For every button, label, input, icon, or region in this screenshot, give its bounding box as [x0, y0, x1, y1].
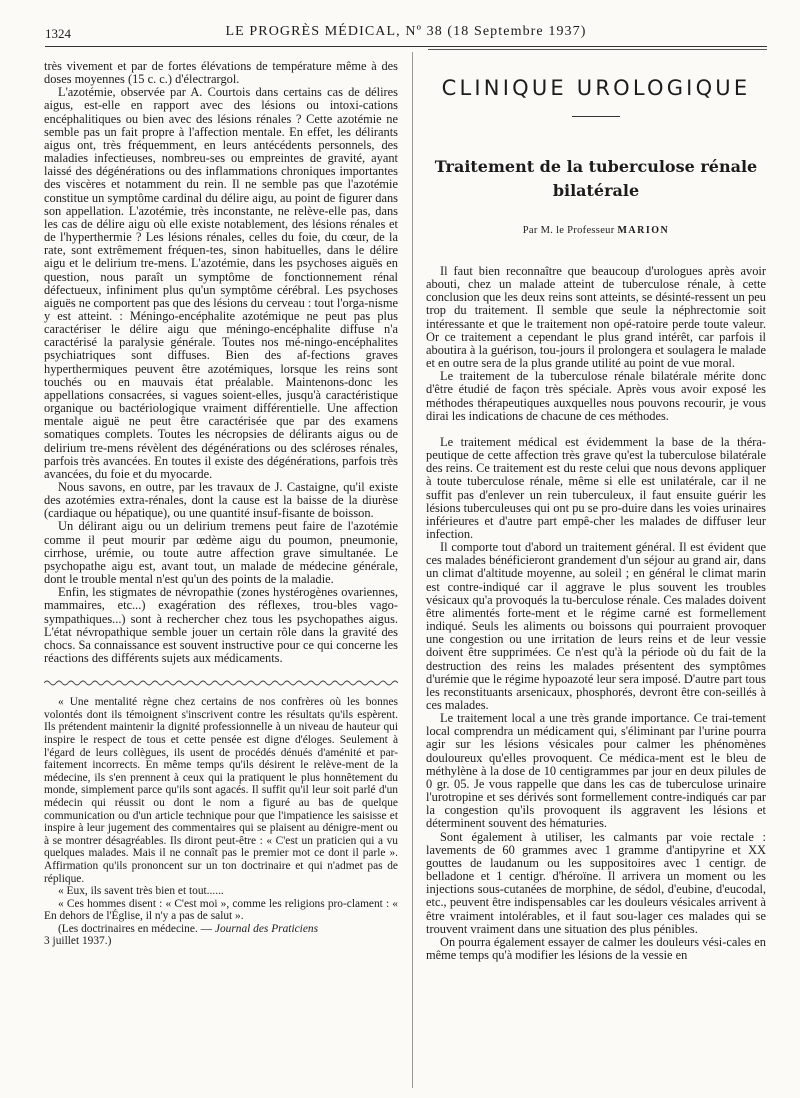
- quote-block: [44, 696, 398, 948]
- quote-paragraph: « Ces hommes disent : « C'est moi », comme les religions pro-clament : « En dehors de l'Église, il n'y a pas de salut ».: [44, 897, 398, 923]
- paragraph: Un délirant aigu ou un delirium tremens peut faire de l'azotémie comme il peut mourir par œdème aigu du poumon, pneumonie, cirrhose, urémie, ou toute autre affection grave simultanée. Le psychopathe aigu est, avant tout, un malade de médecine générale, dont le trouble mental n'est qu'un des points de la maladie.: [44, 519, 398, 587]
- quote-paragraph: « Eux, ils savent très bien et tout......: [58, 885, 224, 898]
- article-title: [434, 155, 758, 203]
- quote-source: [44, 923, 398, 936]
- author-name: MARION: [617, 225, 670, 236]
- quote-signature: Journal des Praticiens: [214, 922, 319, 935]
- header-rule: [45, 46, 767, 47]
- article-title-line: bilatérale: [552, 181, 640, 200]
- page-number: 1324: [45, 26, 71, 41]
- paragraph: Le traitement médical est évidemment la base de la théra-peutique de cette affection très grave qu'est la tuberculose bilatérale des reins. Ce traitement est du reste celui que nous devons appliquer à toute tuberculose rénale, même si elle est unilatérale, car il ne suffit pas d'enlever un rein tuberculeux, il faut ensuite guérir les lésions tuberculeuses qui ont pu se pro-duire dans les voies urinaires inférieures et d'autre part empê-cher les malades de diffuser leur infection.: [426, 434, 766, 541]
- article-title-line: Traitement de la tuberculose rénale: [434, 157, 758, 176]
- paragraph: Enfin, les stigmates de névropathie (zones hystérogènes ovariennes, mammaires, etc...) exagération des réflexes, trou-bles vago-sympathiques...) sont à rechercher chez tous les psychopathes aigus. L'état névropathique semble jouer un certain rôle dans la gravité des chocs. Sa connaissance est souvent instructive pour ce qui concerne les réactions des différents sujets aux médicaments.: [44, 585, 398, 666]
- section-title: CLINIQUE UROLOGIQUE: [441, 76, 751, 100]
- page-header: [45, 24, 767, 44]
- paragraph: Il comporte tout d'abord un traitement général. Il est évident que ces malades bénéficieront grandement d'un séjour au grand air, dans un climat d'altitude moyenne, au soleil ; en général le climat marin est contre-indiqué car il aggrave le plus souvent les troubles vésicaux qu'a provoqués la tu-berculose rénale. Ces malades doivent être alimentés forte-ment et le régime carné est formellement indiqué. Seuls les aliments ou boissons qui pourraient provoquer une congestion ou une irritation de leurs reins et de leur vessie doivent être supprimées. Ce n'est qu'à la période où du fait de la destruction des reins les malades présentent des symptômes d'urémie que le régime hypoazoté leur sera imposé. D'autre part tous les reconstituants arsenicaux, phosphorés, devront être con-seillés à ces malades.: [426, 540, 766, 712]
- paragraph: Sont également à utiliser, les calmants par voie rectale : lavements de 60 grammes avec 1 gramme d'antipyrine et XX gouttes de laudanum ou les suppositoires avec 1 centigr. de belladone et 1 centigr. d'héroïne. Il arrivera un moment ou les injections sous-cutanées de morphine, de sédol, d'eubine, d'eucodal, etc., peuvent être indispensables car les douleurs vésicales arrivent à être vraiment intolérables, et il faut sou-lager ces malades qui se trouvent vraiment dans une situation des plus pénibles.: [426, 829, 766, 936]
- header-rule-right: [428, 49, 767, 50]
- paragraph: L'azotémie, observée par A. Courtois dans certains cas de délires aigus, est-elle en rapport avec des lésions ou intoxi-cations encéphalitiques ou bien avec des lésions rénales ? Cette azotémie ne semble pas un fait propre à l'affection mentale. En effet, les délirants aigus ont, très fréquemment, en leurs antécédents personnels, des maladies infectieuses, nombreu-ses ou empreintes de gravité, ayant laissé des dégénérations ou des inflammations chroniques importantes des viscères et notamment du rein. Il ne semble pas que l'azotémie constitue un symptôme cardinal du délire aigu, au point de figurer dans son appellation. L'azotémie, très inconstante, ne relève-elle pas, dans les cas de délire aigu où elle existe notablement, des lésions rénales et de l'hyperthermie ? Les lésions rénales, celles du foie, du cœur, de la rate, sont extrêmement fréquen-tes, sinon habituelles, dans le délire aigu et le delirium tre-mens. L'azotémie, dans les psychoses aiguës en question, nous paraît un symptôme de fonctionnement rénal défectueux, infiniment plus qu'un symptôme cérébral. Les psychoses aiguës ne comportent pas que des lésions du cerveau : tout l'orga-nisme y est atteint. : Méningo-encéphalite azotémique ne peut pas plus caractériser le délire aigu que méningo-encéphalite diffuse n'a caractérisé la paralysie générale. Toutes nos mé-ningo-encéphalites psychiatriques sont diffuses. Bien des af-fections graves hyperthermiques peuvent être azotémiques, lorsque les reins sont touchés ou en mauvais état préalable. Maintenons-donc les appellations consacrées, si vagues soient-elles, jusqu'à caractéristique organique ou bactériologique vraiment différentielle. Une affection mentale aiguë ne peut être caractérisée que par des examens somatiques complets. Toutes les nécropsies de délirants aigus ou de delirium tre-mens révèlent des dégénérations ou des scléroses rénales, parfois très avancées. En toutes il existe des dégénérations, parfois très avancées, du foie et du myocarde.: [44, 85, 399, 481]
- wavy-separator: [44, 679, 398, 687]
- paragraph: Nous savons, en outre, par les travaux de J. Castaigne, qu'il existe des azotémies extra-rénales, dont la cause est la baisse de la diurèse (cardiaque ou hépatique), ou une quantité insuf-fisante de boisson.: [44, 480, 398, 521]
- author-prefix: Par M. le Professeur: [522, 225, 615, 236]
- quote-paragraph: « Une mentalité règne chez certains de nos confrères où les bonnes volontés dont ils témoignent s'inscrivent contre les résultats qu'ils espèrent. Ils prétendent maintenir la dignité professionnelle à un niveau de hauteur qui inspire le respect de tous et cette pensée est digne d'éloges. Seulement à l'égard de leurs collègues, ils usent de procédés dénués d'aménité et par-faitement incorrects. En même temps qu'ils désirent le relève-ment de la médecine, ils s'en prennent à ceux qui la pratiquent le plus honnêtement du monde, simplement parce qu'ils sont agacés. Il suffit qu'il leur soit parlé d'un médecin qui réussit ou dont le nom a figuré au bas de quelque communication ou d'un article technique pour que l'impatience les saisisse et inspire à leur jugement des commentaires qui se plaisent au dénigre-ment ou à se montrer désagréables. Ils diront peut-être : « C'est un praticien qui a vu quelques malades. Mais il ne connaît pas le premier mot ce dont il parle ». Affirmation qu'ils prononcent sur un ton doctrinaire et qui n'admet pas de réplique.: [44, 696, 398, 885]
- left-column: [44, 60, 398, 948]
- paragraph: Le traitement local a une très grande importance. Ce trai-tement local comprendra un médicament qui, s'éliminant par l'urine pourra agir sur les lésions vésicales pour calmer les phénomènes douloureux qu'elles provoquent. Ce médica-ment est le bleu de méthylène à la dose de 10 centigrammes par jour en deux pilules de 0 gr. 05. Je vous rappelle que dans les cas de tuberculose urinaire l'urotropine et ses dérivés sont formellement contre-indiqués car par la congestion qu'ils provoquent ils aggravent les lésions et déterminent souvent des hématuries.: [426, 711, 766, 831]
- quote-date: 3 juillet 1937.): [44, 935, 112, 948]
- title-rule: [572, 116, 620, 117]
- paragraph: très vivement et par de fortes élévations de température même à des doses moyennes (15 c. c.) d'électrargol.: [44, 59, 398, 87]
- quote-source-label: (Les doctrinaires en médecine. —: [58, 922, 213, 935]
- column-divider: [412, 52, 413, 1088]
- paragraph: Le traitement de la tuberculose rénale bilatérale mérite donc d'être étudié de façon très spéciale. Après vous avoir exposé les méthodes thérapeutiques auxquelles nous pouvons recourir, je vous dirai les indications de chacune de ces méthodes.: [426, 369, 766, 423]
- journal-header: LE PROGRÈS MÉDICAL, Nº 38 (18 Septembre 1937): [225, 24, 587, 39]
- paragraph: On pourra également essayer de calmer les douleurs vési-cales en même temps qu'à modifier les lésions de la vessie en: [426, 934, 766, 962]
- author-line: [426, 225, 766, 236]
- paragraph: Il faut bien reconnaître que beaucoup d'urologues après avoir abouti, chez un malade atteint de tuberculose rénale, à cette conclusion que les deux reins sont atteints, se désinté-ressent un peu trop du traitement. Il semble que seule la néphrectomie soit intéressante et que le traitement non opé-ratoire perde toute valeur. Or ce traitement a cependant le plus grand intérêt, car parfois il aboutira à la guérison, tou-jours il prolongera et soulagera le malade et en outre sera de la plus grande utilité au point de vue moral.: [426, 264, 766, 371]
- right-column: [426, 60, 766, 962]
